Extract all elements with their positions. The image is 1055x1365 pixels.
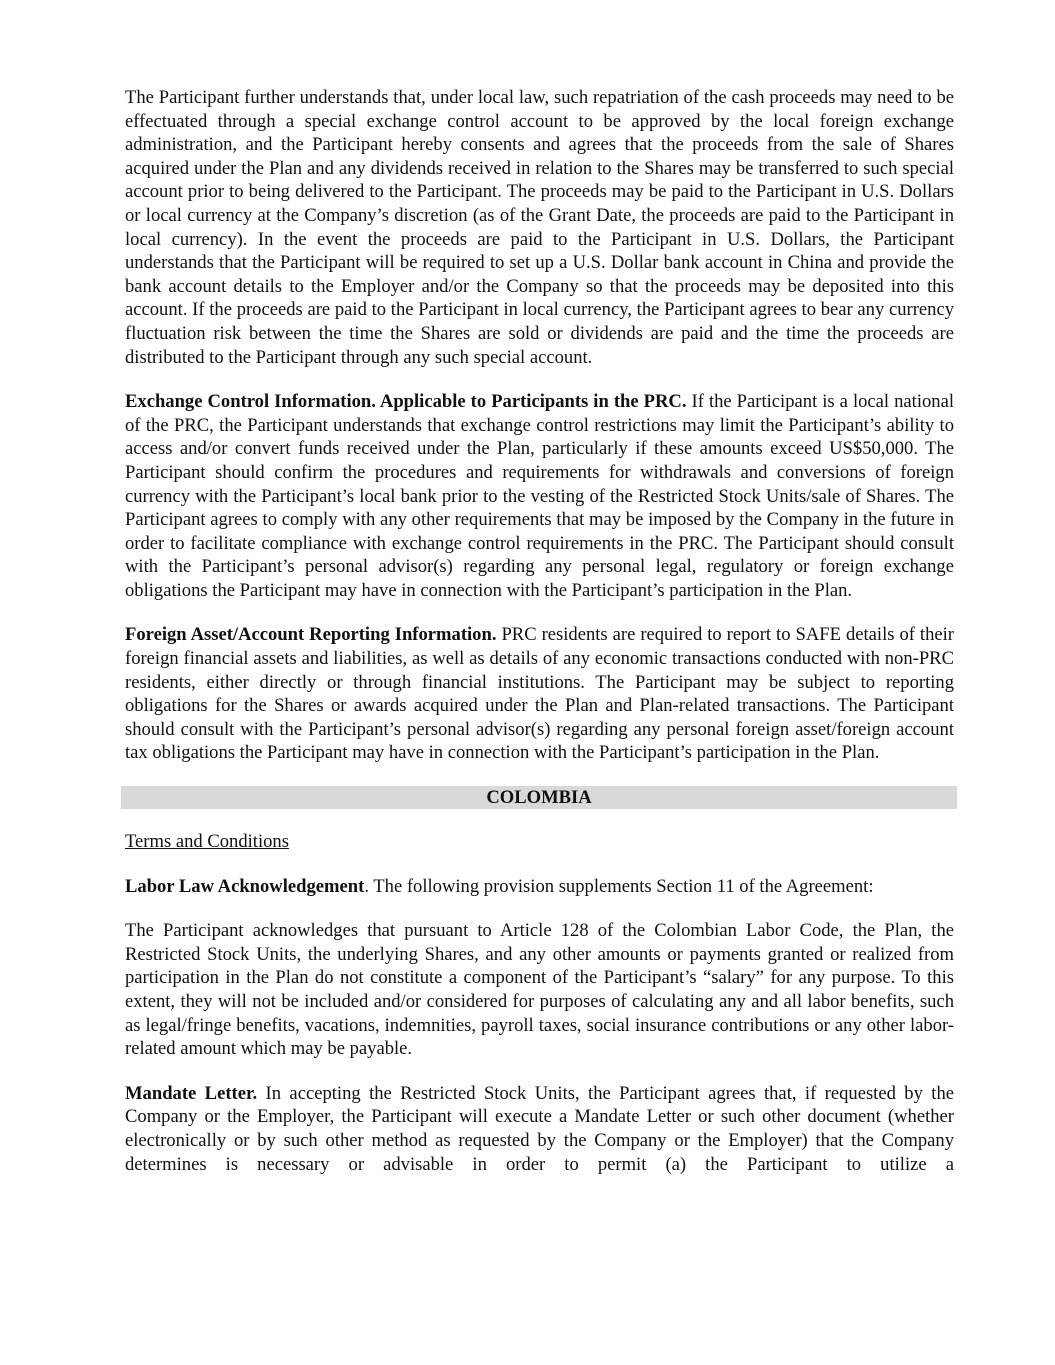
- terms-and-conditions-heading: Terms and Conditions: [125, 831, 289, 853]
- country-heading-colombia: COLOMBIA: [121, 786, 957, 809]
- foreign-asset-paragraph: [125, 623, 954, 765]
- foreign-asset-body: PRC residents are required to report to SAFE details of their foreign financial assets and liabilities, as well as details of any economic transactions conducted with non-PRC residents, either directly or through financial institutions. The Participant may be subject to reporting obligations for the Shares or awards acquired under the Plan and Plan-related transactions. The Participant should consult with the Participant’s personal advisor(s) regarding any personal foreign asset/foreign account tax obligations the Participant may have in connection with the Participant’s participation in the Plan.: [125, 624, 954, 764]
- mandate-letter-body: In accepting the Restricted Stock Units, the Participant agrees that, if requested by the Company or the Employer, the Participant will execute a Mandate Letter or such other document (whether electronically or by such other method as requested by the Company or the Employer) that the Company determines is necessary or advisable in order to permit (a) the Participant to utilize a: [125, 1082, 954, 1175]
- repatriation-paragraph: The Participant further understands that, under local law, such repatriation of the cash proceeds may need to be effectuated through a special exchange control account to be approved by the local foreign exchange administration, and the Participant hereby consents and agrees that the proceeds from the sale of Shares acquired under the Plan and any dividends received in relation to the Shares may be transferred to such special account prior to being delivered to the Participant. The proceeds may be paid to the Participant in U.S. Dollars or local currency at the Company’s discretion (as of the Grant Date, the proceeds are paid to the Participant in local currency). In the event the proceeds are paid to the Participant in U.S. Dollars, the Participant understands that the Participant will be required to set up a U.S. Dollar bank account in China and provide the bank account details to the Employer and/or the Company so that the proceeds may be deposited into this account. If the proceeds are paid to the Participant in local currency, the Participant agrees to bear any currency fluctuation risk between the time the Shares are sold or dividends are paid and the time the proceeds are distributed to the Participant through any such special account.: [125, 87, 954, 368]
- labor-law-heading: Labor Law Acknowledgement: [125, 875, 365, 897]
- labor-law-paragraph: [125, 875, 954, 899]
- document-page: [125, 86, 954, 1197]
- exchange-control-paragraph: [125, 390, 954, 602]
- foreign-asset-heading: Foreign Asset/Account Reporting Information.: [125, 624, 497, 646]
- labor-law-intro: . The following provision supplements Section 11 of the Agreement:: [364, 875, 874, 897]
- labor-code-paragraph: The Participant acknowledges that pursuant to Article 128 of the Colombian Labor Code, the Plan, the Restricted Stock Units, the underlying Shares, and any other amounts or payments granted or realized from participation in the Plan do not constitute a component of the Participant’s “salary” for any purpose. To this extent, they will not be included and/or considered for purposes of calculating any and all labor benefits, such as legal/fringe benefits, vacations, indemnities, payroll taxes, social insurance contributions or any other labor-related amount which may be payable.: [125, 920, 954, 1060]
- exchange-control-heading: Exchange Control Information. Applicable to Participants in the PRC.: [125, 391, 687, 413]
- mandate-letter-paragraph: [125, 1082, 954, 1176]
- exchange-control-body: If the Participant is a local national of the PRC, the Participant understands that exchange control restrictions may limit the Participant’s ability to access and/or convert funds received under the Plan, particularly if these amounts exceed US$50,000. The Participant should confirm the procedures and requirements for withdrawals and conversions of foreign currency with the Participant’s local bank prior to the vesting of the Restricted Stock Units/sale of Shares. The Participant agrees to comply with any other requirements that may be imposed by the Company in the future in order to facilitate compliance with exchange control requirements in the PRC. The Participant should consult with the Participant’s personal advisor(s) regarding any personal legal, regulatory or foreign exchange obligations the Participant may have in connection with the Participant’s participation in the Plan.: [125, 391, 955, 601]
- mandate-letter-heading: Mandate Letter.: [125, 1082, 258, 1104]
